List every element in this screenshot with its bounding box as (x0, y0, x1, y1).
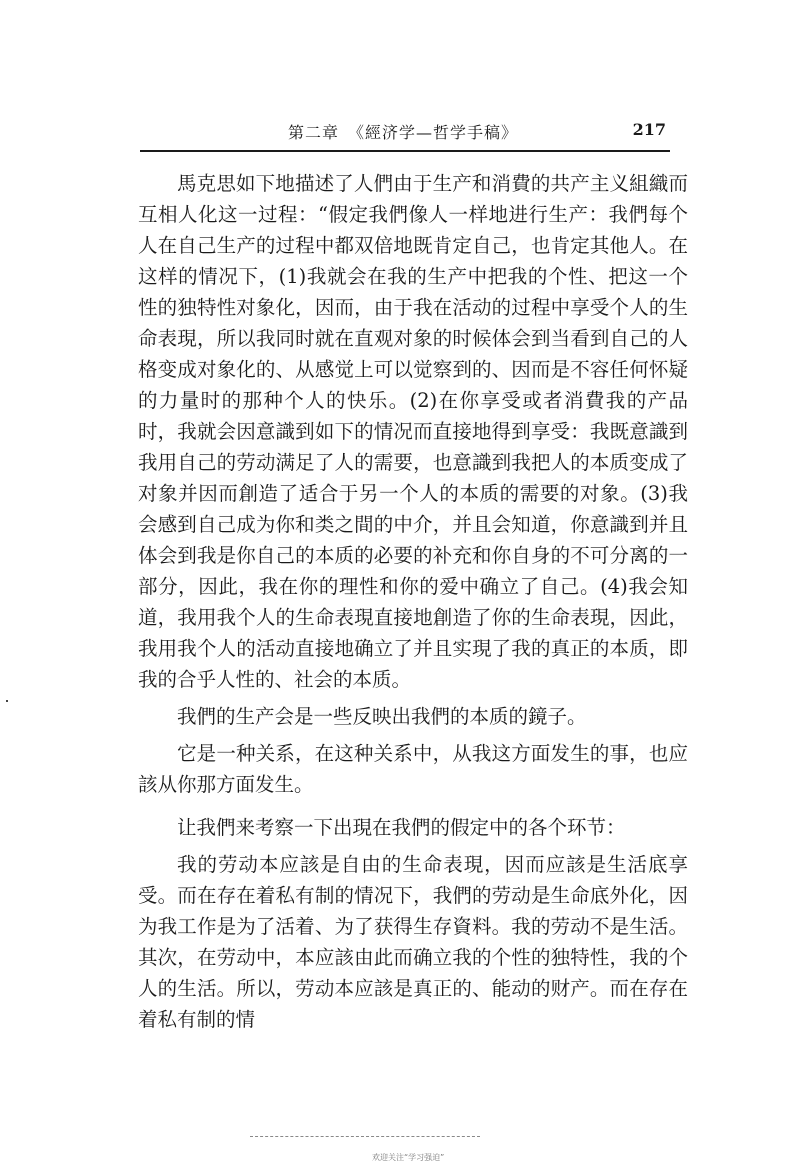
page-number: 217 (632, 120, 666, 139)
paragraph-1: 馬克思如下地描述了人們由于生产和消費的共产主义組織而互相人化这一过程：“假定我們像人一样地进行生产：我們每个人在自己生产的过程中都双倍地既肯定自己，也肯定其他人。在这样的情况下，(1)我就会在我的生产中把我的个性、把这一个性的独特性对象化，因而，由于我在活动的过程中享受个人的生命表現，所以我同时就在直观对象的时候体会到当看到自己的人格变成对象化的、从感觉上可以觉察到的、因而是不容任何怀疑的力量时的那种个人的快乐。(2)在你享受或者消費我的产品时，我就会因意識到如下的情况而直接地得到享受：我既意識到我用自己的劳动满足了人的需要，也意識到我把人的本质变成了对象并因而創造了适合于另一个人的本质的需要的对象。(3)我会感到自己成为你和类之間的中介，并且会知道，你意識到并且体会到我是你自己的本质的必要的补充和你自身的不可分离的一部分，因此，我在你的理性和你的爱中确立了自己。(4)我会知道，我用我个人的生命表現直接地創造了你的生命表現，因此，我用我个人的活动直接地确立了并且实現了我的真正的本质，即我的合乎人性的、社会的本质。 (138, 172, 688, 691)
footer-rule (250, 1136, 480, 1137)
body-text (138, 168, 688, 1035)
paragraph-4: 让我們来考察一下出現在我們的假定中的各个环节： (177, 816, 626, 839)
footer-note: 欢迎关注“学习强迫” (372, 1153, 445, 1162)
paragraph-3: 它是一种关系，在这种关系中，从我这方面发生的事，也应該从你那方面发生。 (138, 742, 688, 796)
paragraph-2: 我們的生产会是一些反映出我們的本质的鏡子。 (177, 705, 587, 728)
paragraph-5: 我的劳动本应該是自由的生命表現，因而应該是生活底享受。而在存在着私有制的情况下，我們的劳动是生命底外化，因为我工作是为了活着、为了获得生存資料。我的劳动不是生活。其次，在劳动中，本应該由此而确立我的个性的独特性，我的个人的生活。所以，劳动本应該是真正的、能动的财产。而在存在着私有制的情 (138, 853, 688, 1031)
scan-speck (6, 700, 8, 702)
chapter-title: 第二章 《經济学—哲学手稿》 (288, 123, 519, 142)
running-header (140, 118, 670, 152)
